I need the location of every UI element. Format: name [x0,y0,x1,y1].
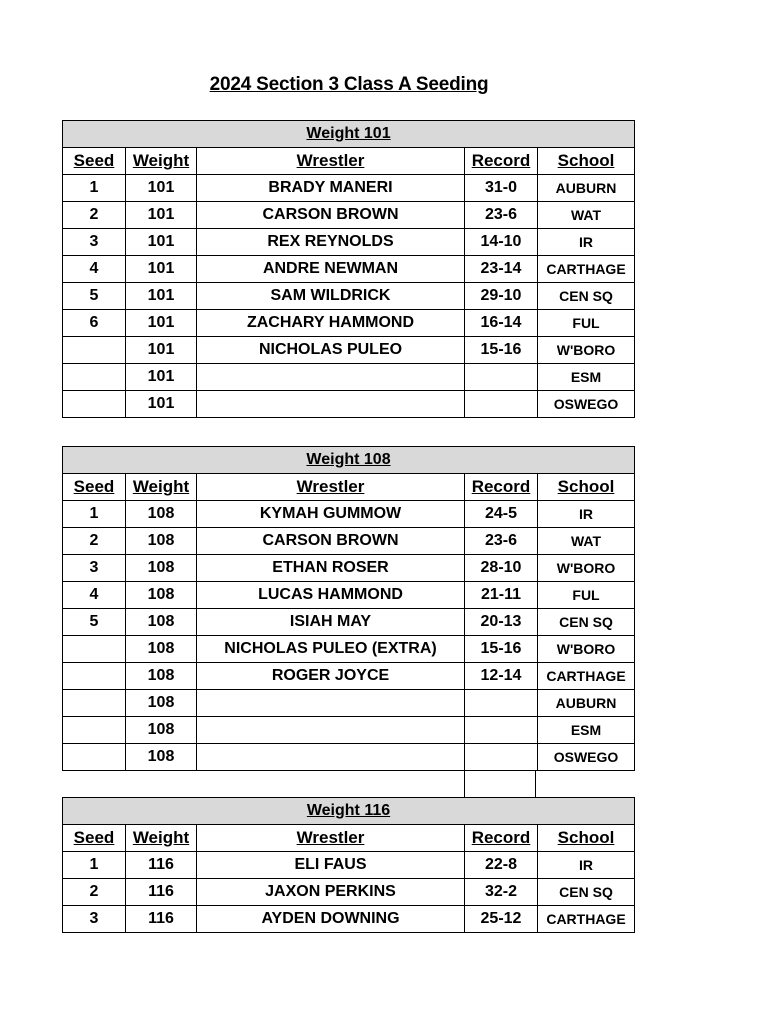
weight-class-title: Weight 108 [63,447,635,474]
school-cell: IR [538,852,635,879]
table-spacer [464,770,536,797]
wrestler-cell: NICHOLAS PULEO (EXTRA) [197,636,465,663]
school-cell: FUL [538,310,635,337]
column-header-weight: Weight [126,474,197,501]
column-header-seed: Seed [63,474,126,501]
wrestler-cell: CARSON BROWN [197,202,465,229]
table-row [63,879,635,906]
weight-cell: 116 [126,906,197,933]
school-cell: ESM [538,364,635,391]
weight-cell: 101 [126,229,197,256]
table-row [63,906,635,933]
weight-class-header [63,798,635,825]
school-cell: IR [538,229,635,256]
wrestler-cell: ISIAH MAY [197,609,465,636]
table-row [63,663,635,690]
seed-cell: 1 [63,175,126,202]
column-header-seed: Seed [63,148,126,175]
wrestler-cell: LUCAS HAMMOND [197,582,465,609]
table-row [63,528,635,555]
table-row [63,391,635,418]
wrestler-cell: NICHOLAS PULEO [197,337,465,364]
table-row [63,364,635,391]
school-cell: CEN SQ [538,879,635,906]
table-row [63,175,635,202]
record-cell [465,717,538,744]
school-cell: WAT [538,528,635,555]
wrestler-cell: REX REYNOLDS [197,229,465,256]
table-row [63,310,635,337]
column-header-wrestler: Wrestler [197,825,465,852]
table-row [63,256,635,283]
column-header-weight: Weight [126,148,197,175]
seed-cell: 4 [63,582,126,609]
seed-cell: 4 [63,256,126,283]
table-row [63,555,635,582]
school-cell: CEN SQ [538,283,635,310]
weight-cell: 116 [126,852,197,879]
weight-class-title: Weight 101 [63,121,635,148]
seed-cell: 6 [63,310,126,337]
table-row [63,609,635,636]
seed-cell [63,744,126,771]
wrestler-cell: ANDRE NEWMAN [197,256,465,283]
record-cell: 23-6 [465,202,538,229]
weight-101-table [62,120,635,418]
weight-cell: 108 [126,744,197,771]
weight-cell: 101 [126,175,197,202]
seed-cell: 1 [63,501,126,528]
table-row [63,582,635,609]
school-cell: CEN SQ [538,609,635,636]
column-header-school: School [538,148,635,175]
column-header-school: School [538,825,635,852]
record-cell: 12-14 [465,663,538,690]
table-row [63,690,635,717]
wrestler-cell: JAXON PERKINS [197,879,465,906]
seed-cell [63,636,126,663]
record-cell: 16-14 [465,310,538,337]
weight-class-header [63,447,635,474]
record-cell: 15-16 [465,337,538,364]
record-cell [465,744,538,771]
column-header-seed: Seed [63,825,126,852]
column-header-record: Record [465,825,538,852]
seed-cell: 5 [63,283,126,310]
wrestler-cell: CARSON BROWN [197,528,465,555]
school-cell: CARTHAGE [538,663,635,690]
wrestler-cell: AYDEN DOWNING [197,906,465,933]
record-cell: 28-10 [465,555,538,582]
record-cell: 23-14 [465,256,538,283]
school-cell: OSWEGO [538,744,635,771]
column-header-row [63,825,635,852]
weight-cell: 108 [126,555,197,582]
column-header-record: Record [465,474,538,501]
weight-class-header [63,121,635,148]
weight-cell: 108 [126,663,197,690]
table-row [63,337,635,364]
column-header-wrestler: Wrestler [197,148,465,175]
school-cell: W'BORO [538,636,635,663]
record-cell: 21-11 [465,582,538,609]
wrestler-cell [197,717,465,744]
wrestler-cell: ZACHARY HAMMOND [197,310,465,337]
weight-cell: 108 [126,636,197,663]
seed-cell [63,690,126,717]
column-header-row [63,148,635,175]
weight-class-title: Weight 116 [63,798,635,825]
wrestler-cell [197,364,465,391]
table-row [63,283,635,310]
weight-108-table [62,446,635,771]
record-cell [465,690,538,717]
school-cell: OSWEGO [538,391,635,418]
wrestler-cell: ROGER JOYCE [197,663,465,690]
wrestler-cell: SAM WILDRICK [197,283,465,310]
wrestler-cell [197,744,465,771]
seed-cell: 5 [63,609,126,636]
record-cell: 22-8 [465,852,538,879]
weight-cell: 116 [126,879,197,906]
record-cell: 15-16 [465,636,538,663]
wrestler-cell [197,690,465,717]
school-cell: W'BORO [538,337,635,364]
record-cell: 32-2 [465,879,538,906]
table-row [63,501,635,528]
weight-cell: 108 [126,582,197,609]
seed-cell: 3 [63,555,126,582]
seed-cell [63,364,126,391]
weight-cell: 108 [126,501,197,528]
wrestler-cell [197,391,465,418]
weight-cell: 101 [126,202,197,229]
school-cell: CARTHAGE [538,256,635,283]
weight-cell: 101 [126,337,197,364]
school-cell: AUBURN [538,175,635,202]
table-row [63,636,635,663]
school-cell: AUBURN [538,690,635,717]
seed-cell: 2 [63,528,126,555]
wrestler-cell: ETHAN ROSER [197,555,465,582]
table-row [63,717,635,744]
column-header-wrestler: Wrestler [197,474,465,501]
weight-cell: 101 [126,364,197,391]
seed-cell [63,717,126,744]
column-header-school: School [538,474,635,501]
table-row [63,202,635,229]
record-cell: 29-10 [465,283,538,310]
table-row [63,229,635,256]
seed-cell: 2 [63,202,126,229]
school-cell: WAT [538,202,635,229]
seed-cell: 2 [63,879,126,906]
seed-cell [63,337,126,364]
record-cell: 31-0 [465,175,538,202]
column-header-record: Record [465,148,538,175]
weight-cell: 108 [126,528,197,555]
weight-cell: 101 [126,391,197,418]
seed-cell [63,663,126,690]
weight-cell: 108 [126,690,197,717]
page-title: 2024 Section 3 Class A Seeding [209,74,489,95]
school-cell: CARTHAGE [538,906,635,933]
seed-cell: 1 [63,852,126,879]
record-cell: 23-6 [465,528,538,555]
column-header-weight: Weight [126,825,197,852]
record-cell: 24-5 [465,501,538,528]
seed-cell: 3 [63,229,126,256]
weight-116-table [62,797,635,933]
column-header-row [63,474,635,501]
school-cell: W'BORO [538,555,635,582]
record-cell: 20-13 [465,609,538,636]
table-row [63,744,635,771]
seed-cell [63,391,126,418]
wrestler-cell: ELI FAUS [197,852,465,879]
weight-cell: 101 [126,256,197,283]
weight-cell: 101 [126,310,197,337]
weight-cell: 108 [126,717,197,744]
school-cell: ESM [538,717,635,744]
record-cell: 25-12 [465,906,538,933]
school-cell: IR [538,501,635,528]
wrestler-cell: BRADY MANERI [197,175,465,202]
weight-cell: 108 [126,609,197,636]
record-cell [465,391,538,418]
wrestler-cell: KYMAH GUMMOW [197,501,465,528]
school-cell: FUL [538,582,635,609]
table-row [63,852,635,879]
record-cell: 14-10 [465,229,538,256]
record-cell [465,364,538,391]
weight-cell: 101 [126,283,197,310]
seed-cell: 3 [63,906,126,933]
